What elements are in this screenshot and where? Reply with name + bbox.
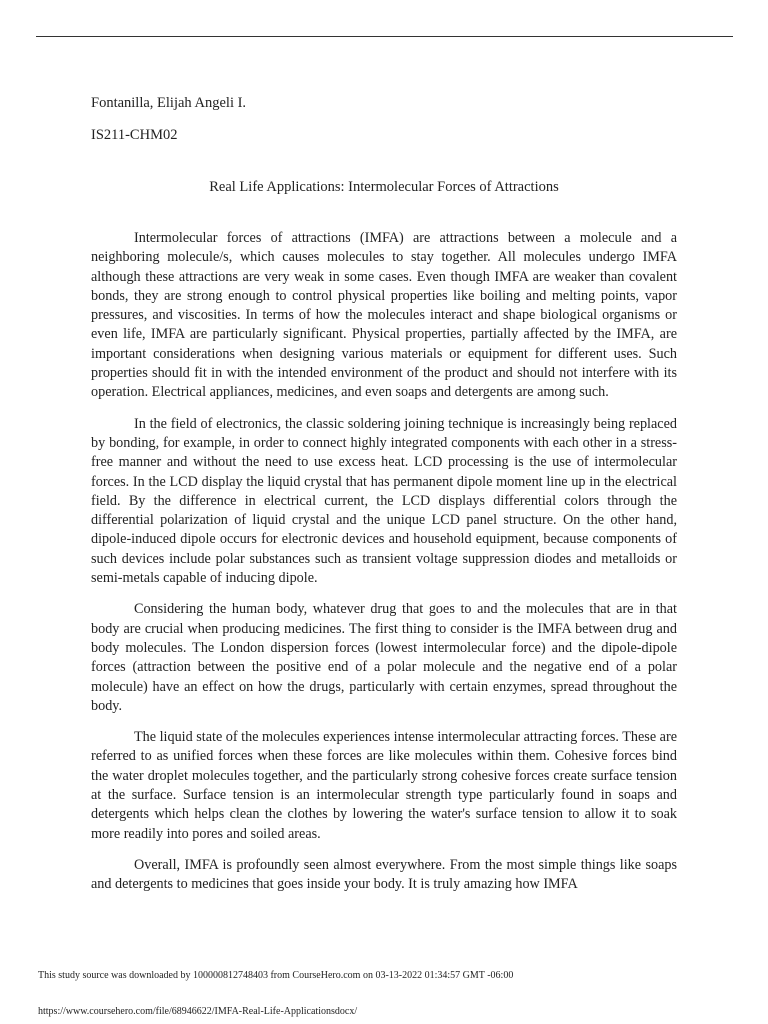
document-title: Real Life Applications: Intermolecular Forces of Attractions bbox=[209, 179, 559, 195]
document-page bbox=[91, 94, 677, 895]
paragraph-4: The liquid state of the molecules experiences intense intermolecular attracting forces. These are referred to as unified forces when these forces are like molecules within them. Cohesive forces bind the water droplet molecules together, and the particularly strong cohesive forces create surface tension at the surface. Surface tension is an intermolecular strength type particularly found in soaps and detergents which helps clean the clothes by lowering the water's surface tension to allow it to soak more readily into pores and soiled areas. bbox=[91, 729, 677, 842]
source-url[interactable]: https://www.coursehero.com/file/68946622/IMFA-Real-Life-Applicationsdocx/ bbox=[38, 1006, 358, 1017]
paragraph-5: Overall, IMFA is profoundly seen almost everywhere. From the most simple things like soaps and detergents to medicines that goes inside your body. It is truly amazing how IMFA bbox=[91, 856, 677, 893]
paragraph-2: In the field of electronics, the classic soldering joining technique is increasingly being replaced by bonding, for example, in order to connect highly integrated components with each other in a stress-free manner and without the need to use excess heat. LCD processing is the use of intermolecular forces. In the LCD display the liquid crystal that has permanent dipole moment line up in the electrical field. By the difference in electrical current, the LCD displays differential colors through the differential polarization of liquid crystal and the unique LCD panel structure. On the other hand, dipole-induced dipole occurs for electronic devices and household equipment, because components of such devices include polar substances such as transient voltage suppression diodes and metalloids or semi-metals capable of inducing dipole. bbox=[91, 415, 677, 587]
paragraph-3: Considering the human body, whatever drug that goes to and the molecules that are in that body are crucial when producing medicines. The first thing to consider is the IMFA between drug and body molecules. The London dispersion forces (lowest intermolecular force) and the dipole-dipole forces (attraction between the positive end of a polar molecule and the negative end of a polar molecule) have an effect on how the drugs, particularly with certain enzymes, spread throughout the body. bbox=[91, 601, 677, 714]
body-text bbox=[91, 229, 677, 895]
top-rule bbox=[36, 36, 733, 37]
paragraph-1: Intermolecular forces of attractions (IMFA) are attractions between a molecule and a neighboring molecule/s, which causes molecules to stay together. All molecules undergo IMFA although these attractions are very weak in some cases. Even though IMFA are weaker than covalent bonds, they are strong enough to control physical properties like boiling and melting points, vapor pressures, and viscosities. In terms of how the molecules interact and shape biological organisms or even life, IMFA are particularly significant. Physical properties, partially affected by the IMFA, are important considerations when designing various materials or equipment for different uses. Such properties should fit in with the intended environment of the product and should not interfere with its operation. Electrical appliances, medicines, and even soaps and detergents are among such. bbox=[91, 230, 677, 401]
author-name: Fontanilla, Elijah Angeli I. bbox=[91, 95, 247, 111]
course-code: IS211-CHM02 bbox=[91, 127, 178, 143]
download-notice: This study source was downloaded by 100000812748403 from CourseHero.com on 03-13-2022 01:34:57 GMT -06:00 bbox=[38, 970, 514, 981]
